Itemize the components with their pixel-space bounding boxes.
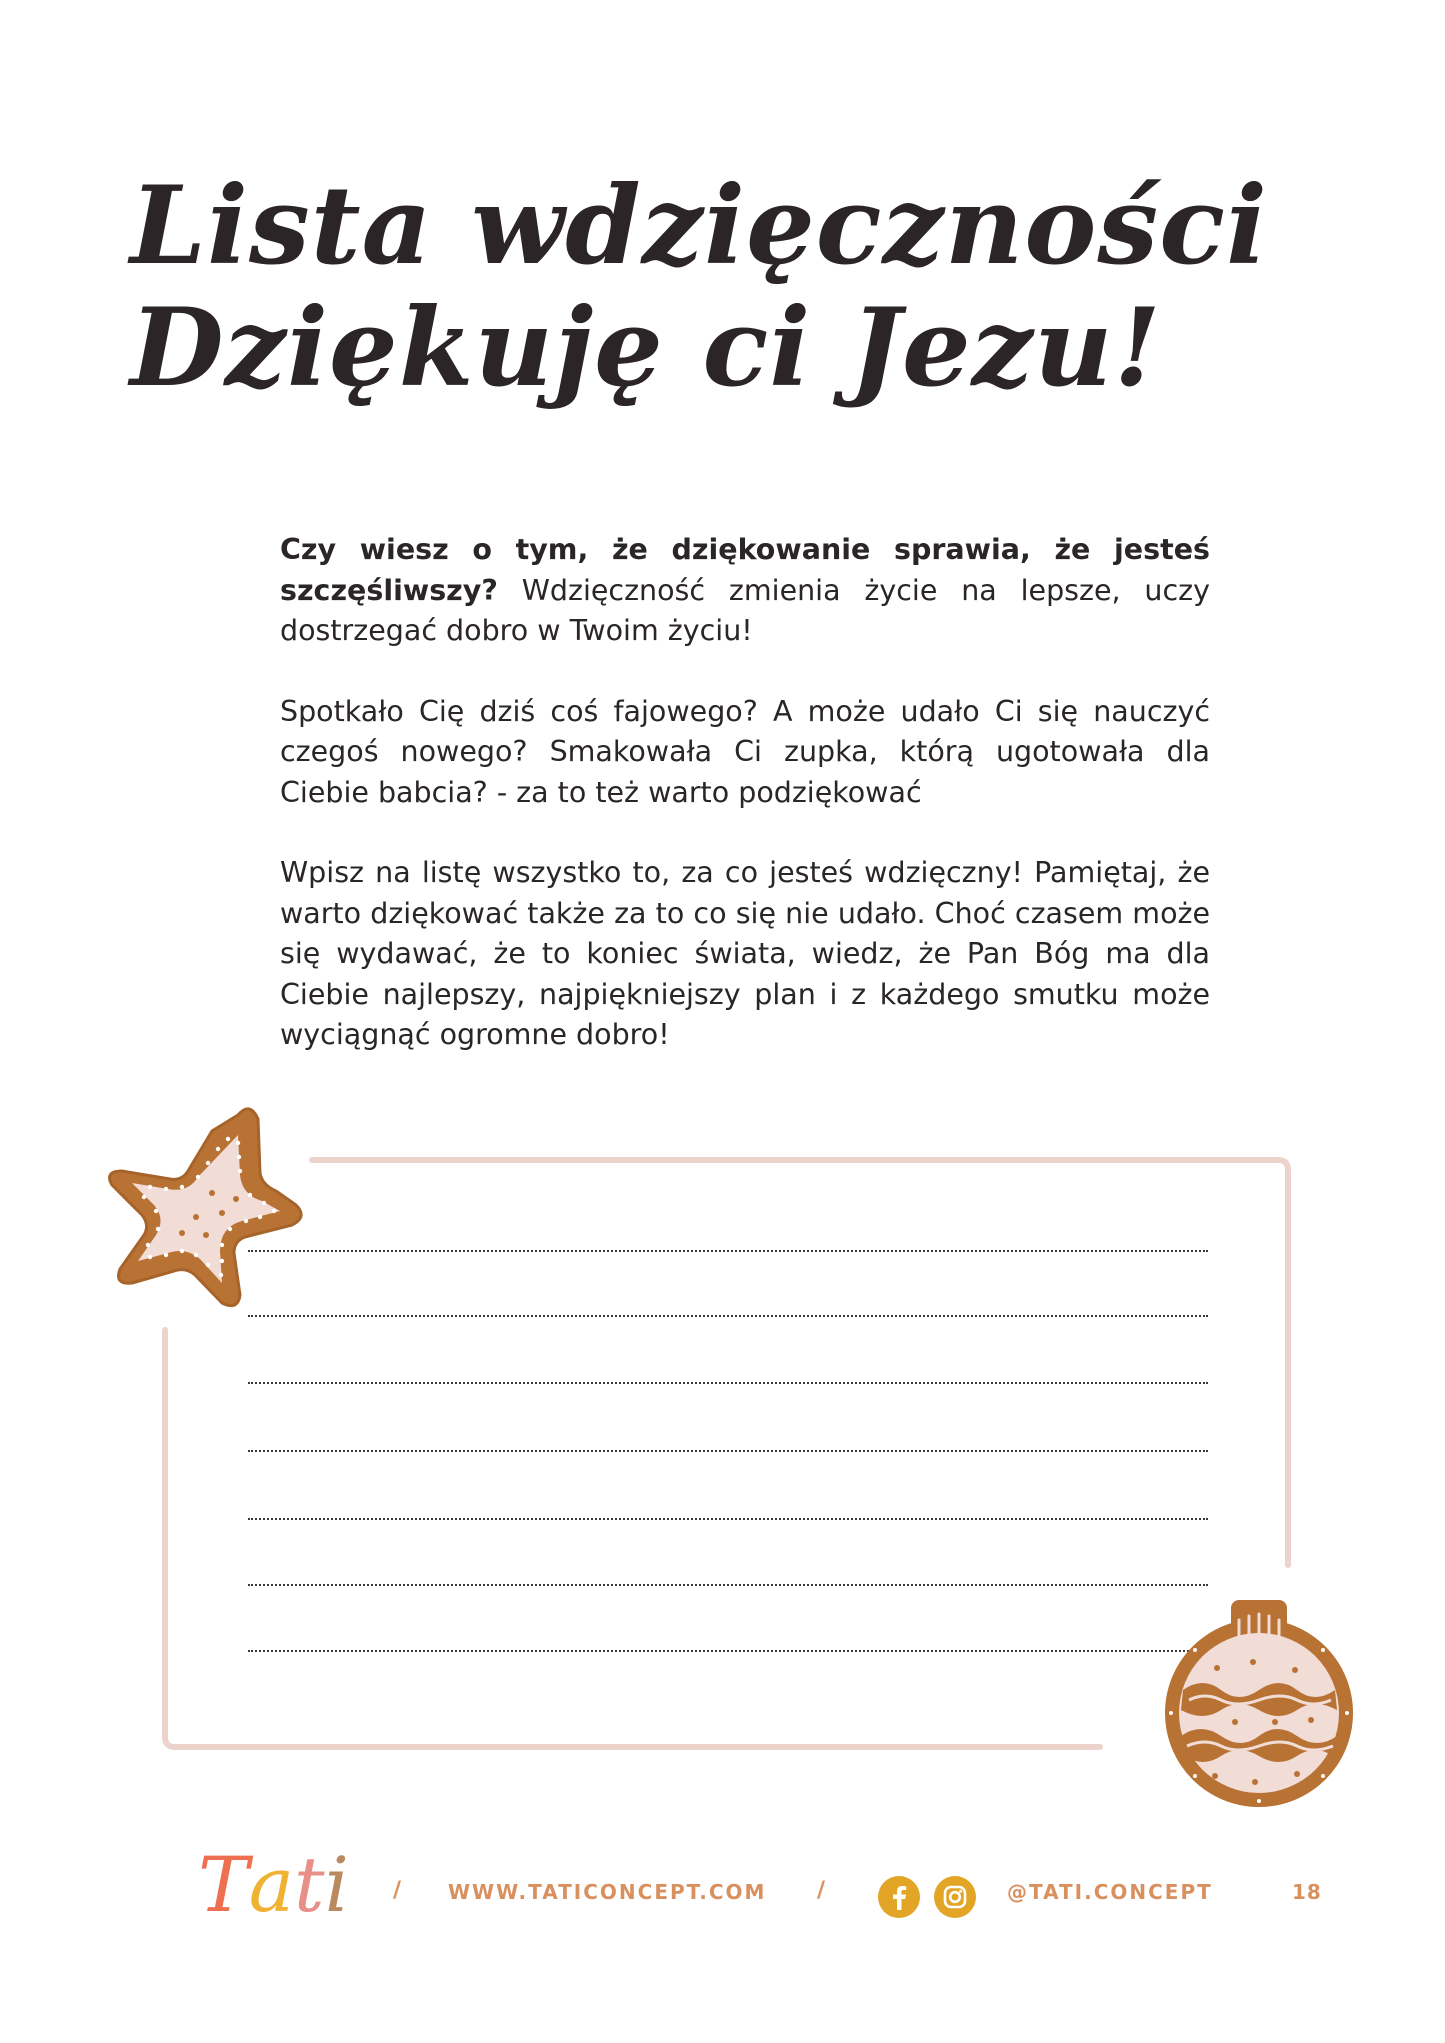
logo-letter: t xyxy=(294,1840,325,1929)
website-link[interactable]: WWW.TATICONCEPT.COM xyxy=(448,1880,767,1904)
instagram-icon[interactable] xyxy=(933,1875,977,1919)
write-line[interactable] xyxy=(248,1382,1208,1384)
write-line[interactable] xyxy=(248,1518,1208,1520)
tati-logo xyxy=(198,1840,349,1929)
body-text xyxy=(280,530,1210,1096)
logo-letter: T xyxy=(198,1840,249,1929)
intro-rest: Wdzięczność zmienia życie na lepsze, uczy dostrzegać dobro w Twoim życiu! xyxy=(280,573,1210,647)
intro-bold: Czy wiesz o tym, że dziękowanie sprawia, że jesteś szczęśliwszy? xyxy=(280,533,1210,607)
paragraph-3: Wpisz na listę wszystko to, za co jesteś wdzięczny! Pamiętaj, że warto dziękować także za to co się nie udało. Choć czasem może się wydawać, że to koniec świata, wiedz, że Pan Bóg ma dla Ciebie najlepszy, najpiękniejszy plan i z każdego smutku może wyciągnąć ogromne dobro! xyxy=(280,856,1210,1051)
ornament-cookie-icon xyxy=(1155,1598,1365,1808)
footer-separator: / xyxy=(817,1878,826,1903)
star-cookie-icon xyxy=(100,1095,315,1320)
page-number: 18 xyxy=(1292,1880,1322,1904)
paragraph-2: Spotkało Cię dziś coś fajowego? A może udało Ci się nauczyć czegoś nowego? Smakowała Ci zupka, którą ugotowała dla Ciebie babcia? - za to też warto podziękować xyxy=(280,694,1210,809)
write-line[interactable] xyxy=(248,1650,1208,1652)
intro-paragraph xyxy=(280,530,1210,652)
write-line[interactable] xyxy=(248,1450,1208,1452)
page-title xyxy=(130,165,1268,409)
logo-letter: a xyxy=(248,1840,295,1929)
write-line[interactable] xyxy=(248,1315,1208,1317)
title-line-2: Dziękuję ci Jezu! xyxy=(130,285,1162,411)
title-line-1: Lista wdzięczności xyxy=(130,163,1269,289)
logo-letter: i xyxy=(324,1840,349,1929)
write-line[interactable] xyxy=(248,1250,1208,1252)
facebook-icon[interactable] xyxy=(877,1875,921,1919)
footer-separator: / xyxy=(393,1878,402,1903)
write-line[interactable] xyxy=(248,1584,1208,1586)
social-handle[interactable]: @TATI.CONCEPT xyxy=(1007,1880,1213,1904)
